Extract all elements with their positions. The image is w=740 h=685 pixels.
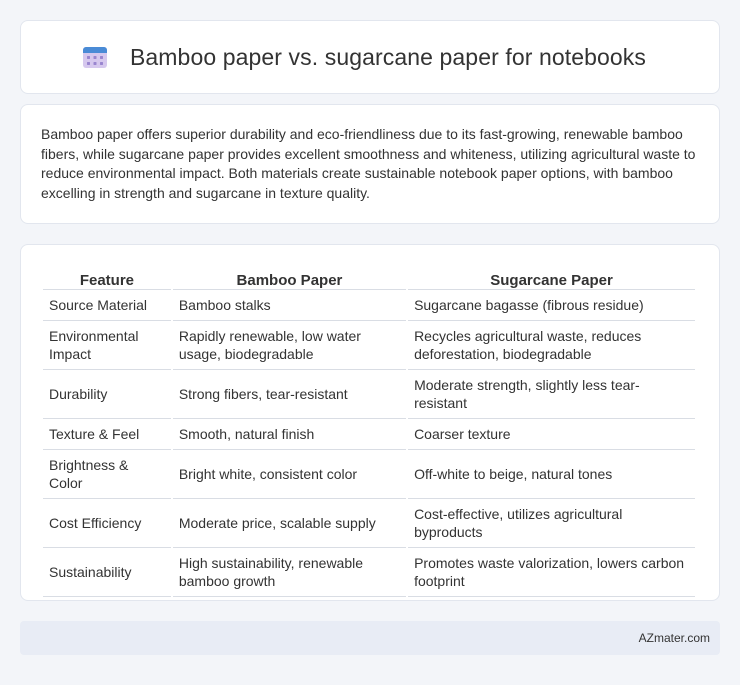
bamboo-cell: Strong fibers, tear-resistant bbox=[173, 370, 406, 419]
feature-cell: Texture & Feel bbox=[43, 419, 171, 450]
sugarcane-cell: Recycles agricultural waste, reduces deforestation, biodegradable bbox=[408, 321, 695, 370]
title-card bbox=[20, 20, 720, 94]
summary-text: Bamboo paper offers superior durability and eco-friendliness due to its fast-growing, renewable bamboo fibers, while sugarcane paper provides excellent smoothness and whiteness, utilizing agricultural waste to reduce environmental impact. Both materials create sustainable notebook paper options, with bamboo excelling in strength and sugarcane in texture quality. bbox=[41, 126, 696, 201]
footer-brand: AZmater.com bbox=[638, 631, 710, 645]
summary-card bbox=[20, 104, 720, 224]
page-title: Bamboo paper vs. sugarcane paper for notebooks bbox=[129, 43, 647, 70]
sugarcane-cell: Off-white to beige, natural tones bbox=[408, 450, 695, 499]
feature-cell: Sustainability bbox=[43, 548, 171, 597]
calendar-icon bbox=[82, 44, 108, 70]
bamboo-cell: Moderate price, scalable supply bbox=[173, 499, 406, 548]
table-row bbox=[43, 321, 695, 370]
table-row bbox=[43, 370, 695, 419]
column-header-feature: Feature bbox=[43, 265, 171, 290]
table-header-row bbox=[43, 265, 695, 290]
bamboo-cell: Rapidly renewable, low water usage, biodegradable bbox=[173, 321, 406, 370]
feature-cell: Environmental Impact bbox=[43, 321, 171, 370]
feature-cell: Durability bbox=[43, 370, 171, 419]
bamboo-cell: Bamboo stalks bbox=[173, 290, 406, 321]
bamboo-cell: Bright white, consistent color bbox=[173, 450, 406, 499]
column-header-bamboo: Bamboo Paper bbox=[173, 265, 406, 290]
bamboo-cell: High sustainability, renewable bamboo growth bbox=[173, 548, 406, 597]
bamboo-cell: Smooth, natural finish bbox=[173, 419, 406, 450]
sugarcane-cell: Coarser texture bbox=[408, 419, 695, 450]
feature-cell: Brightness & Color bbox=[43, 450, 171, 499]
sugarcane-cell: Sugarcane bagasse (fibrous residue) bbox=[408, 290, 695, 321]
feature-cell: Source Material bbox=[43, 290, 171, 321]
sugarcane-cell: Moderate strength, slightly less tear-resistant bbox=[408, 370, 695, 419]
sugarcane-cell: Promotes waste valorization, lowers carbon footprint bbox=[408, 548, 695, 597]
feature-cell: Cost Efficiency bbox=[43, 499, 171, 548]
table-row bbox=[43, 450, 695, 499]
comparison-table-card bbox=[20, 244, 720, 601]
column-header-sugarcane: Sugarcane Paper bbox=[408, 265, 695, 290]
table-row bbox=[43, 419, 695, 450]
table-row bbox=[43, 499, 695, 548]
table-row bbox=[43, 290, 695, 321]
comparison-table bbox=[41, 265, 697, 597]
footer bbox=[20, 621, 720, 655]
sugarcane-cell: Cost-effective, utilizes agricultural byproducts bbox=[408, 499, 695, 548]
table-row bbox=[43, 548, 695, 597]
